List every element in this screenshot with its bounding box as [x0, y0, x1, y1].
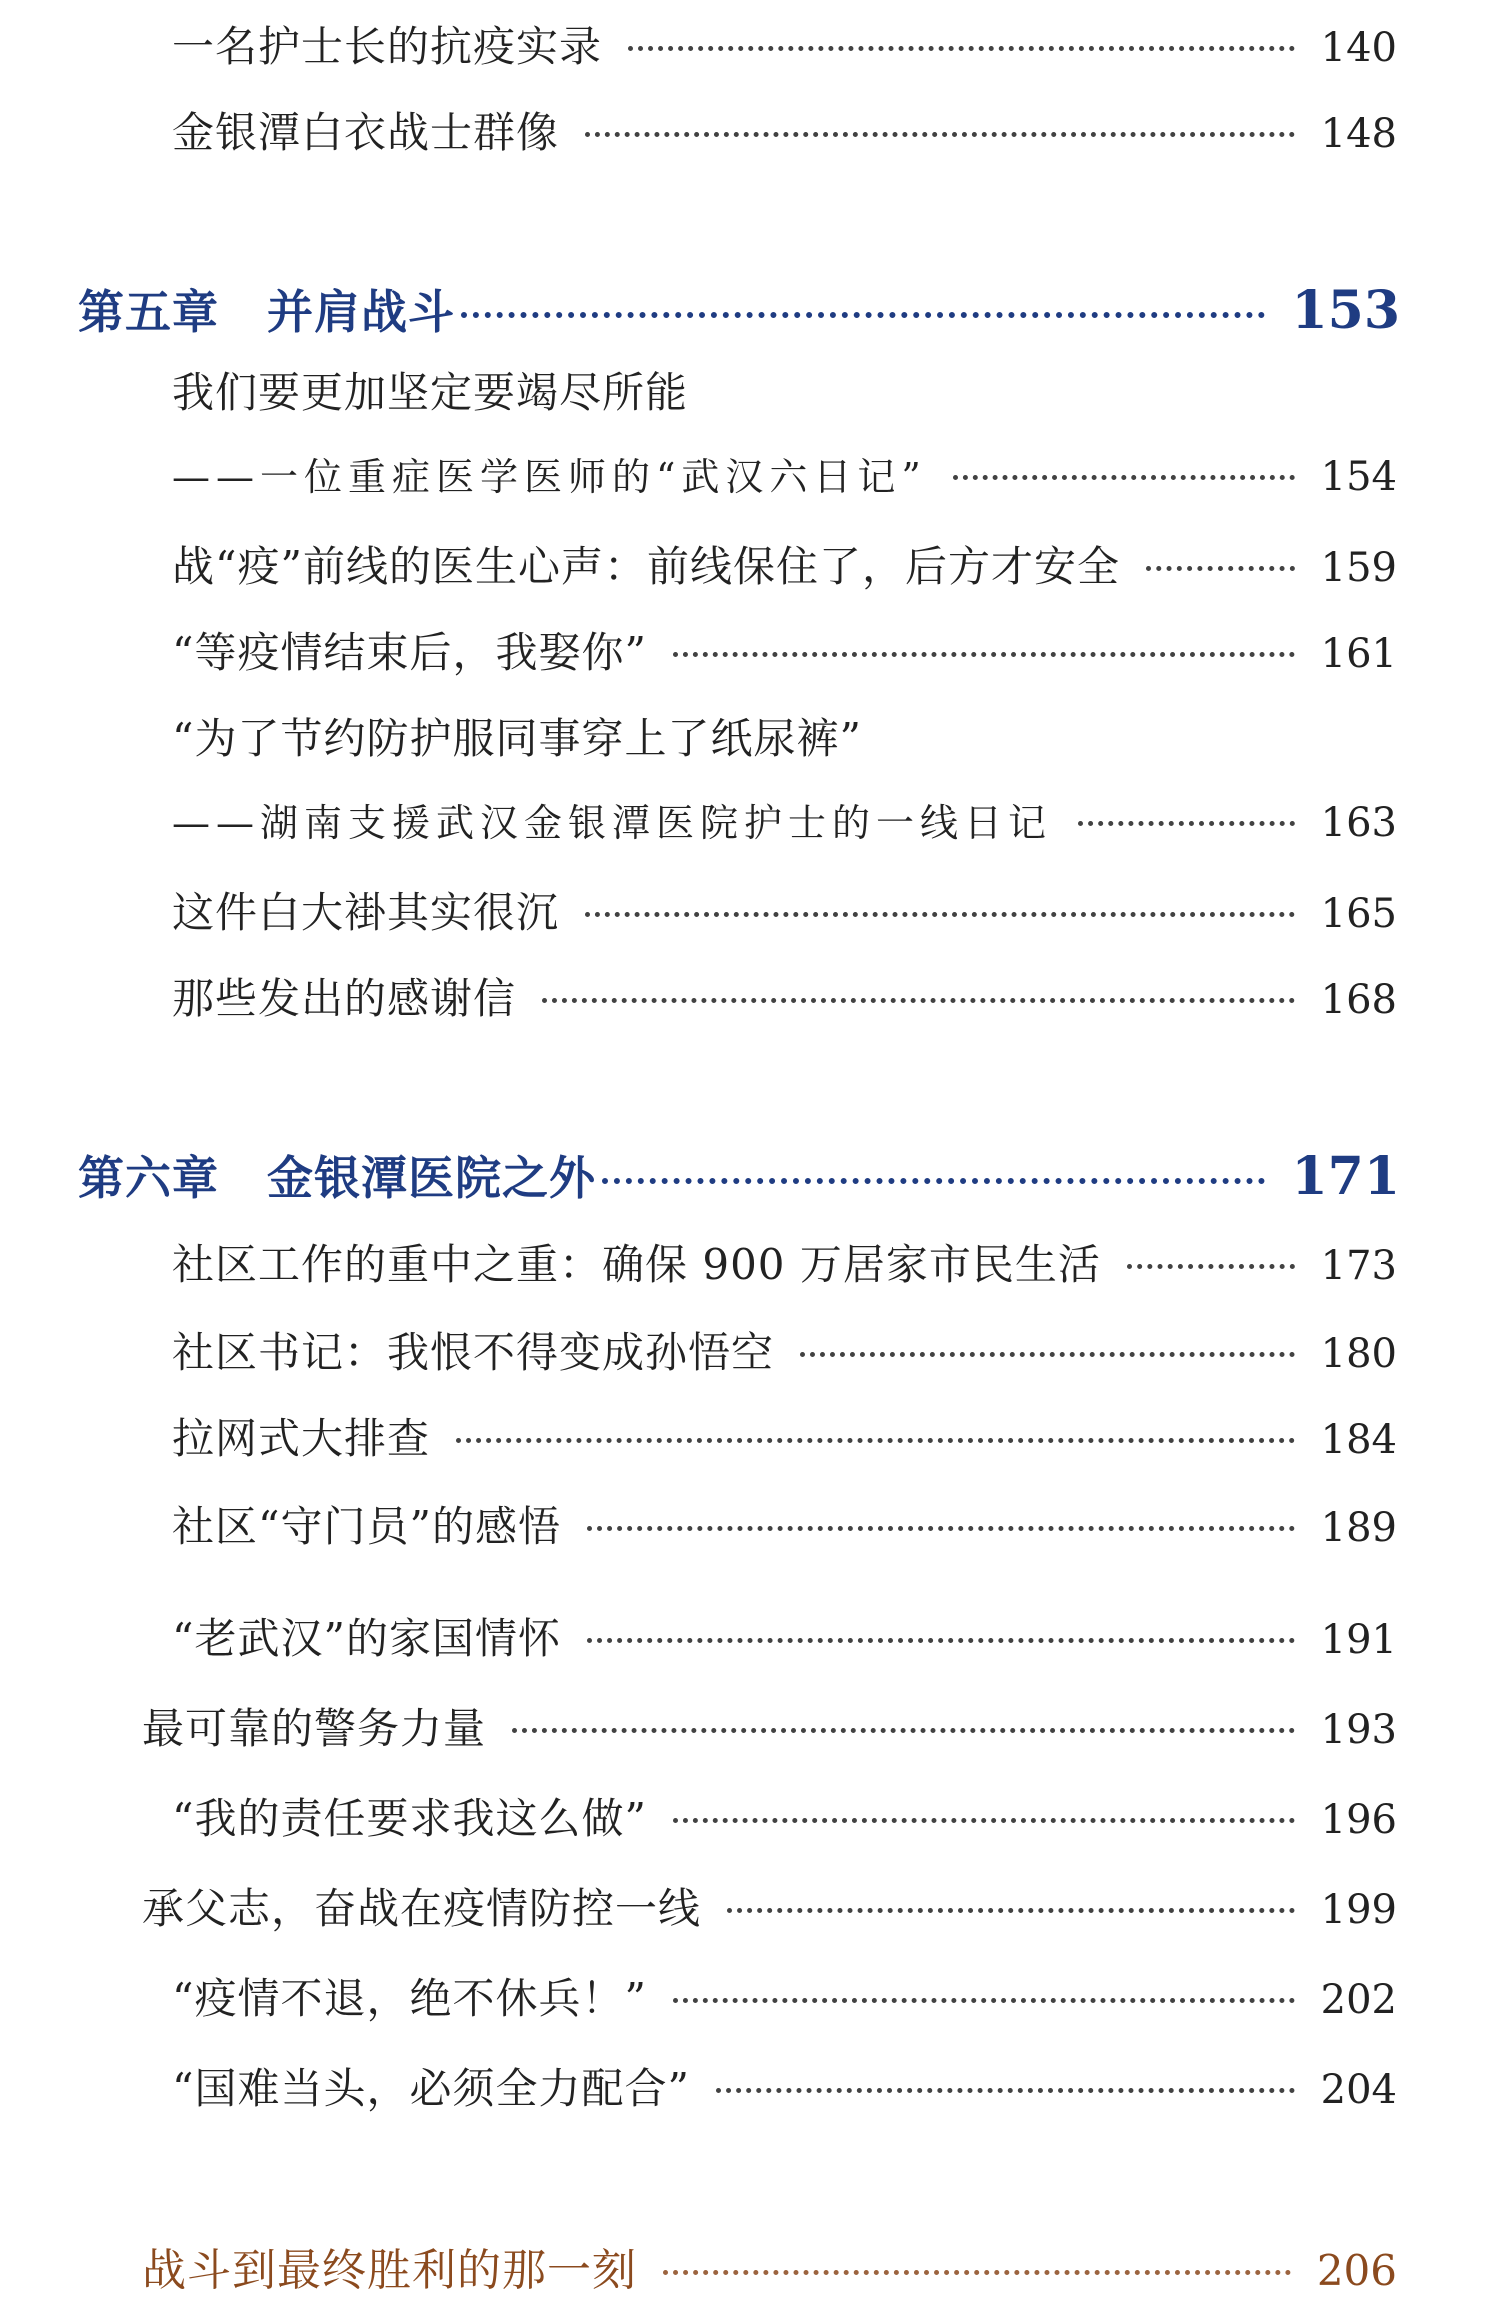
toc-entry-title: 承父志，奋战在疫情防控一线	[142, 1884, 702, 1933]
chapter-page-number: 153	[1291, 280, 1400, 341]
dot-leader	[628, 46, 1295, 51]
toc-entry-title-line[interactable]: “为了节约防护服同事穿上了纸尿裤”	[172, 714, 862, 763]
toc-entry[interactable]	[172, 1406, 1397, 1466]
toc-entry-title: “国难当头，必须全力配合”	[172, 2064, 690, 2113]
dot-leader	[716, 2088, 1295, 2093]
toc-entry-title: 金银潭白衣战士群像	[172, 108, 560, 157]
toc-entry-title-line[interactable]: 我们要更加坚定要竭尽所能	[172, 368, 689, 417]
chapter-heading-5[interactable]	[78, 276, 1400, 342]
chapter-number: 第六章	[78, 1151, 219, 1205]
toc-entry[interactable]	[172, 1320, 1397, 1380]
dot-leader	[673, 652, 1295, 657]
dot-leader	[461, 312, 1265, 318]
chapter-name: 并肩战斗	[267, 285, 455, 339]
toc-entry[interactable]	[172, 14, 1397, 74]
toc-entry-title: “疫情不退，绝不休兵！”	[172, 1974, 647, 2023]
dot-leader	[1127, 1264, 1295, 1269]
dot-leader	[542, 998, 1295, 1003]
toc-entry[interactable]	[172, 1494, 1397, 1554]
toc-page-number: 159	[1320, 545, 1397, 591]
chapter-page-number: 171	[1291, 1146, 1400, 1207]
toc-entry-subtitle: ——一位重症医学医师的“武汉六日记”	[172, 455, 927, 499]
toc-entry[interactable]	[172, 880, 1397, 940]
chapter-title	[78, 1142, 596, 1208]
toc-page-number: 191	[1320, 1617, 1397, 1663]
chapter-heading-6[interactable]	[78, 1142, 1400, 1208]
toc-entry-final[interactable]	[142, 2234, 1397, 2298]
dot-leader	[512, 1728, 1295, 1733]
dot-leader	[1146, 566, 1295, 571]
toc-page-number: 206	[1316, 2246, 1397, 2295]
toc-entry-title: 一名护士长的抗疫实录	[172, 22, 603, 71]
toc-entry-subtitle: ——湖南支援武汉金银潭医院护士的一线日记	[172, 801, 1053, 845]
dot-leader	[727, 1908, 1295, 1913]
toc-page-number: 204	[1320, 2067, 1397, 2113]
toc-entry[interactable]	[172, 620, 1397, 680]
toc-entry[interactable]	[172, 446, 1397, 501]
toc-entry-title: 社区工作的重中之重：确保 900 万居家市民生活	[172, 1240, 1101, 1289]
dot-leader	[1078, 821, 1295, 826]
toc-entry-title: “我的责任要求我这么做”	[172, 1794, 647, 1843]
toc-page-number: 184	[1320, 1417, 1397, 1463]
dot-leader	[800, 1352, 1295, 1357]
toc-page-number: 154	[1320, 454, 1397, 500]
toc-entry-title: 这件白大褂其实很沉	[172, 888, 560, 937]
dot-leader	[587, 1526, 1295, 1531]
toc-page-number: 148	[1320, 111, 1397, 157]
chapter-name: 金银潭医院之外	[267, 1151, 596, 1205]
toc-entry[interactable]	[172, 966, 1397, 1026]
toc-page-number: 140	[1320, 25, 1397, 71]
dot-leader	[456, 1438, 1295, 1443]
toc-entry[interactable]	[172, 1232, 1397, 1292]
dot-leader	[587, 1638, 1295, 1643]
toc-page-number: 168	[1320, 977, 1397, 1023]
chapter-number: 第五章	[78, 285, 219, 339]
toc-entry[interactable]	[172, 534, 1397, 594]
toc-entry[interactable]	[172, 792, 1397, 847]
dot-leader	[602, 1178, 1265, 1184]
chapter-title	[78, 276, 455, 342]
dot-leader	[953, 475, 1295, 480]
toc-entry-title: 最可靠的警务力量	[142, 1704, 487, 1753]
toc-entry[interactable]	[142, 1696, 1397, 1756]
dot-leader	[673, 1998, 1295, 2003]
dot-leader	[585, 132, 1295, 137]
toc-entry-title: 战“疫”前线的医生心声：前线保住了，后方才安全	[172, 542, 1120, 591]
dot-leader	[673, 1818, 1295, 1823]
toc-entry-title: 战斗到最终胜利的那一刻	[142, 2245, 637, 2296]
toc-entry[interactable]	[172, 1786, 1397, 1846]
toc-page-number: 189	[1320, 1505, 1397, 1551]
toc-entry-title: 社区“守门员”的感悟	[172, 1502, 561, 1551]
toc-page-number: 180	[1320, 1331, 1397, 1377]
dot-leader	[585, 912, 1295, 917]
toc-entry[interactable]	[172, 100, 1397, 160]
toc-entry-title: 社区书记：我恨不得变成孙悟空	[172, 1328, 775, 1377]
toc-entry-title: “老武汉”的家国情怀	[172, 1614, 561, 1663]
toc-entry[interactable]	[172, 1606, 1397, 1666]
toc-page-number: 199	[1320, 1887, 1397, 1933]
toc-page-number: 165	[1320, 891, 1397, 937]
toc-entry[interactable]	[172, 2056, 1397, 2116]
toc-entry[interactable]	[142, 1876, 1397, 1936]
toc-page-number: 163	[1320, 800, 1397, 846]
toc-page-number: 161	[1320, 631, 1397, 677]
dot-leader	[663, 2270, 1291, 2275]
toc-page-number: 173	[1320, 1243, 1397, 1289]
toc-entry-title: 那些发出的感谢信	[172, 974, 517, 1023]
toc-page-number: 202	[1320, 1977, 1397, 2023]
toc-entry[interactable]	[172, 1966, 1397, 2026]
toc-page-number: 193	[1320, 1707, 1397, 1753]
toc-entry-title: 拉网式大排查	[172, 1414, 431, 1463]
toc-entry-title: “等疫情结束后，我娶你”	[172, 628, 647, 677]
toc-page-number: 196	[1320, 1797, 1397, 1843]
